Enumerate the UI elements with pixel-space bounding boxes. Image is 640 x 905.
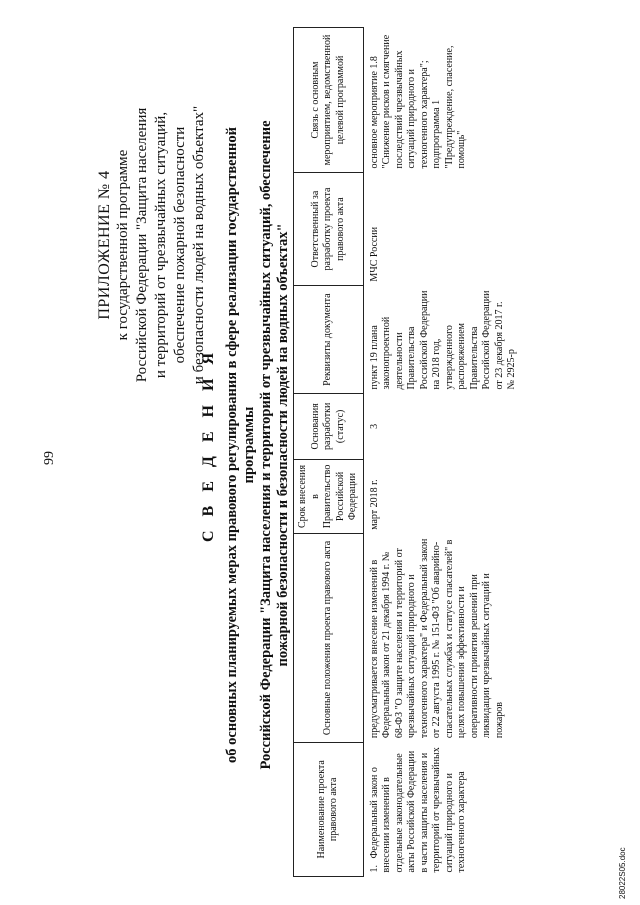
cell-provisions xyxy=(363,534,524,742)
appendix-block xyxy=(95,30,209,460)
cell-basis xyxy=(363,394,524,460)
appendix-line: и территорий от чрезвычайных ситуаций, xyxy=(153,111,169,379)
cell-responsible xyxy=(363,172,524,285)
requisites-text: пункт 19 плана законопроектной деятельности Правительства Российской Федерации на 2018 год, утвержденного распоряжением Правительства Российской Федерации от 23 декабря 2017 г. № 2925-р xyxy=(368,290,517,390)
appendix-line: и безопасности людей на водных объектах" xyxy=(191,105,207,385)
act-name: Федеральный закон о внесении изменений в отдельные законодательные акты Российской Федерации в части защиты населения и территорий от чрезвычайных ситуаций природного и техногенного характера xyxy=(368,747,467,873)
header-cell: Ответственный за разработку проекта правового акта xyxy=(294,172,364,285)
appendix-line: обеспечение пожарной безопасности xyxy=(172,126,188,364)
appendix-line: Российской Федерации "Защита населения xyxy=(134,107,150,383)
basis-text: 3 xyxy=(368,423,380,429)
header-cell: Наименование проекта правового акта xyxy=(294,742,364,876)
title-subtitle-line: Российской Федерации "Защита населения и территорий от чрезвычайных ситуаций, обеспечение xyxy=(258,120,274,770)
title-subtitle-line: пожарной безопасности и безопасности людей на водных объектах" xyxy=(275,223,291,667)
appendix-heading: ПРИЛОЖЕНИЕ № 4 xyxy=(96,170,113,320)
cell-deadline xyxy=(363,459,524,534)
document-title xyxy=(200,115,292,775)
header-cell: Срок внесения в Правительство Российской Федерации xyxy=(294,459,364,534)
table-header-row xyxy=(294,28,364,877)
header-cell: Основания разработки (статус) xyxy=(294,394,364,460)
page-number: 99 xyxy=(42,451,57,465)
table-row xyxy=(363,28,524,877)
cell-name xyxy=(363,742,524,876)
deadline-text: март 2018 г. xyxy=(368,479,380,530)
document-id: 28022S05.doc xyxy=(618,847,627,899)
title-main: С В Е Д Е Н И Я xyxy=(200,347,217,543)
measures-table xyxy=(293,27,524,877)
header-cell: Основные положения проекта правового акта xyxy=(294,534,364,742)
appendix-line: к государственной программе xyxy=(115,149,131,341)
provisions-text: предусматривается внесение изменений в Федеральный закон от 21 декабря 1994 г. № 68-ФЗ "О защите населения и территорий от чрезвычайных ситуаций природного и техногенного характера" и Федеральный закон от 22 августа 1995 г. № 151-ФЗ "Об аварийно-спасательных службах и статусе спасателей" в целях повышения эффективности и оперативности принятия решений при ликвидации чрезвычайных ситуаций и пожаров xyxy=(368,538,505,739)
responsible-text: МЧС России xyxy=(368,226,380,282)
header-cell: Реквизиты документа xyxy=(294,286,364,394)
link-text: основное мероприятие 1.8 "Снижение рисков и смягчение последствий чрезвычайных ситуаций природного и техногенного характера"; подпрограмма 1 "Предупреждение, спасение, помощь" xyxy=(368,34,467,169)
header-cell: Связь с основным мероприятием, ведомственной целевой программой xyxy=(294,28,364,173)
cell-link xyxy=(363,28,524,173)
title-subtitle-line: об основных планируемых мерах правового регулирования в сфере реализации государственной программы xyxy=(224,127,257,763)
row-number: 1. xyxy=(368,865,380,873)
cell-requisites xyxy=(363,286,524,394)
